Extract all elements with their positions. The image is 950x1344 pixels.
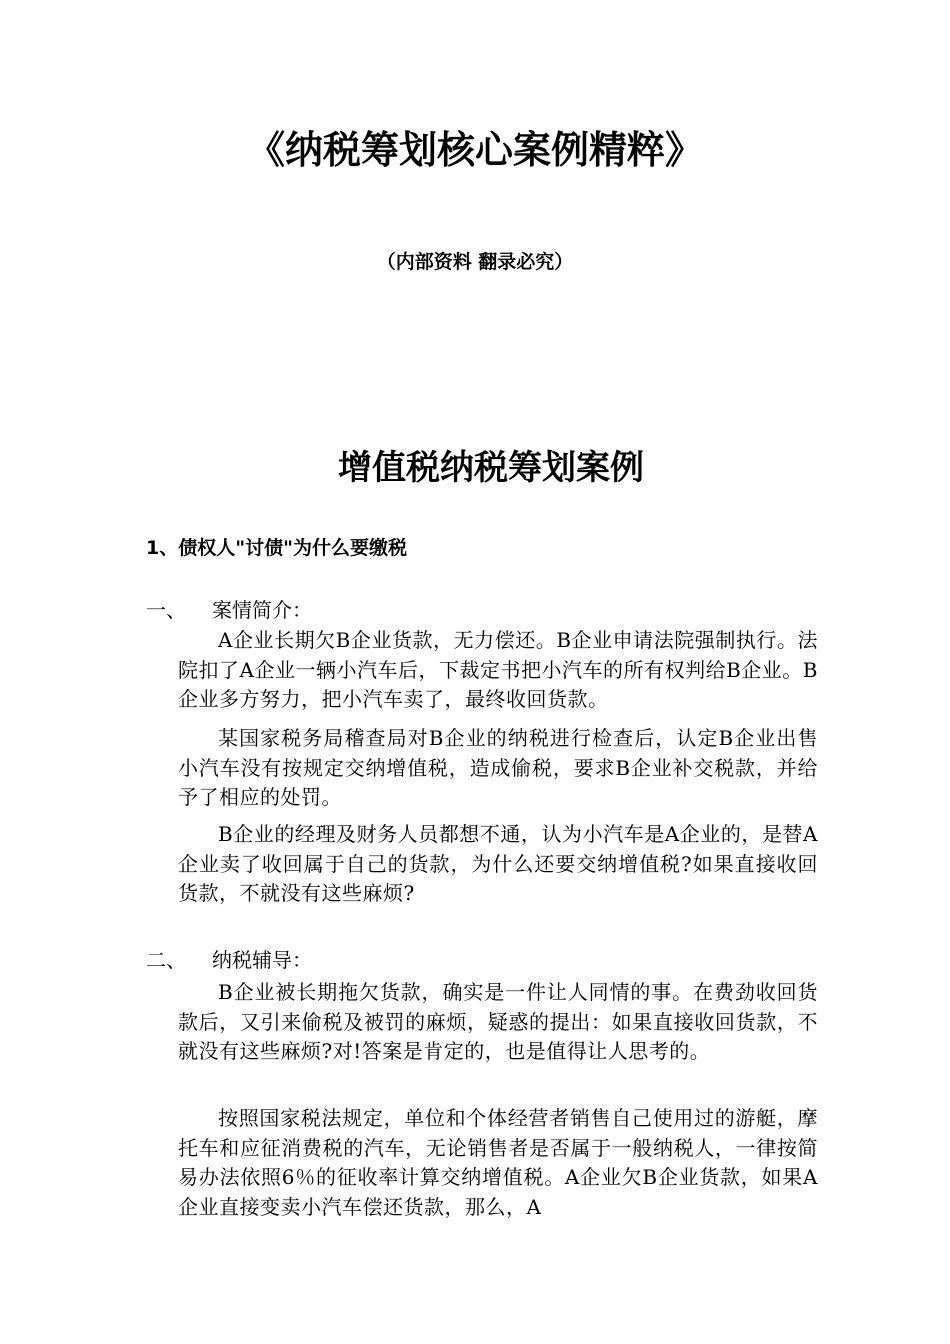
section-title: 增值税纳税筹划案例 (338, 448, 644, 488)
part-number: 一、 (146, 598, 186, 622)
document-subtitle: （内部资料 翻录必究） (376, 251, 574, 273)
part-heading (146, 946, 312, 974)
body-paragraph: A企业长期欠B企业货款，无力偿还。B企业申请法院强制执行。法院扣了A企业一辆小汽车后，下裁定书把小汽车的所有权判给B企业。B企业多方努力，把小汽车卖了，最终收回货款。 (178, 628, 818, 712)
part-number: 二、 (146, 948, 186, 972)
body-paragraph: 按照国家税法规定，单位和个体经营者销售自己使用过的游艇，摩托车和应征消费税的汽车，无论销售者是否属于一般纳税人，一律按简易办法依照6％的征收率计算交纳增值税。A企业欠B企业货款，如果A企业直接变卖小汽车偿还货款，那么，A (178, 1106, 818, 1219)
document-title: 《纳税筹划核心案例精粹》 (246, 128, 703, 172)
part-heading-text: 纳税辅导： (212, 948, 312, 972)
body-paragraph: 某国家税务局稽查局对B企业的纳税进行检查后，认定B企业出售小汽车没有按规定交纳增值税，造成偷税，要求B企业补交税款，并给予了相应的处罚。 (178, 726, 818, 810)
body-paragraph: B企业的经理及财务人员都想不通，认为小汽车是A企业的，是替A企业卖了收回属于自己的货款，为什么还要交纳增值税?如果直接收回货款，不就没有这些麻烦? (178, 822, 818, 906)
part-heading-text: 案情简介： (212, 598, 312, 622)
body-paragraph: B企业被长期拖欠货款，确实是一件让人同情的事。在费劲收回货款后，又引来偷税及被罚的麻烦，疑惑的提出：如果直接收回货款，不就没有这些麻烦?对!答案是肯定的，也是值得让人思考的。 (178, 980, 818, 1064)
case-title: 1、债权人"讨债"为什么要缴税 (146, 537, 408, 559)
part-heading (146, 596, 312, 624)
